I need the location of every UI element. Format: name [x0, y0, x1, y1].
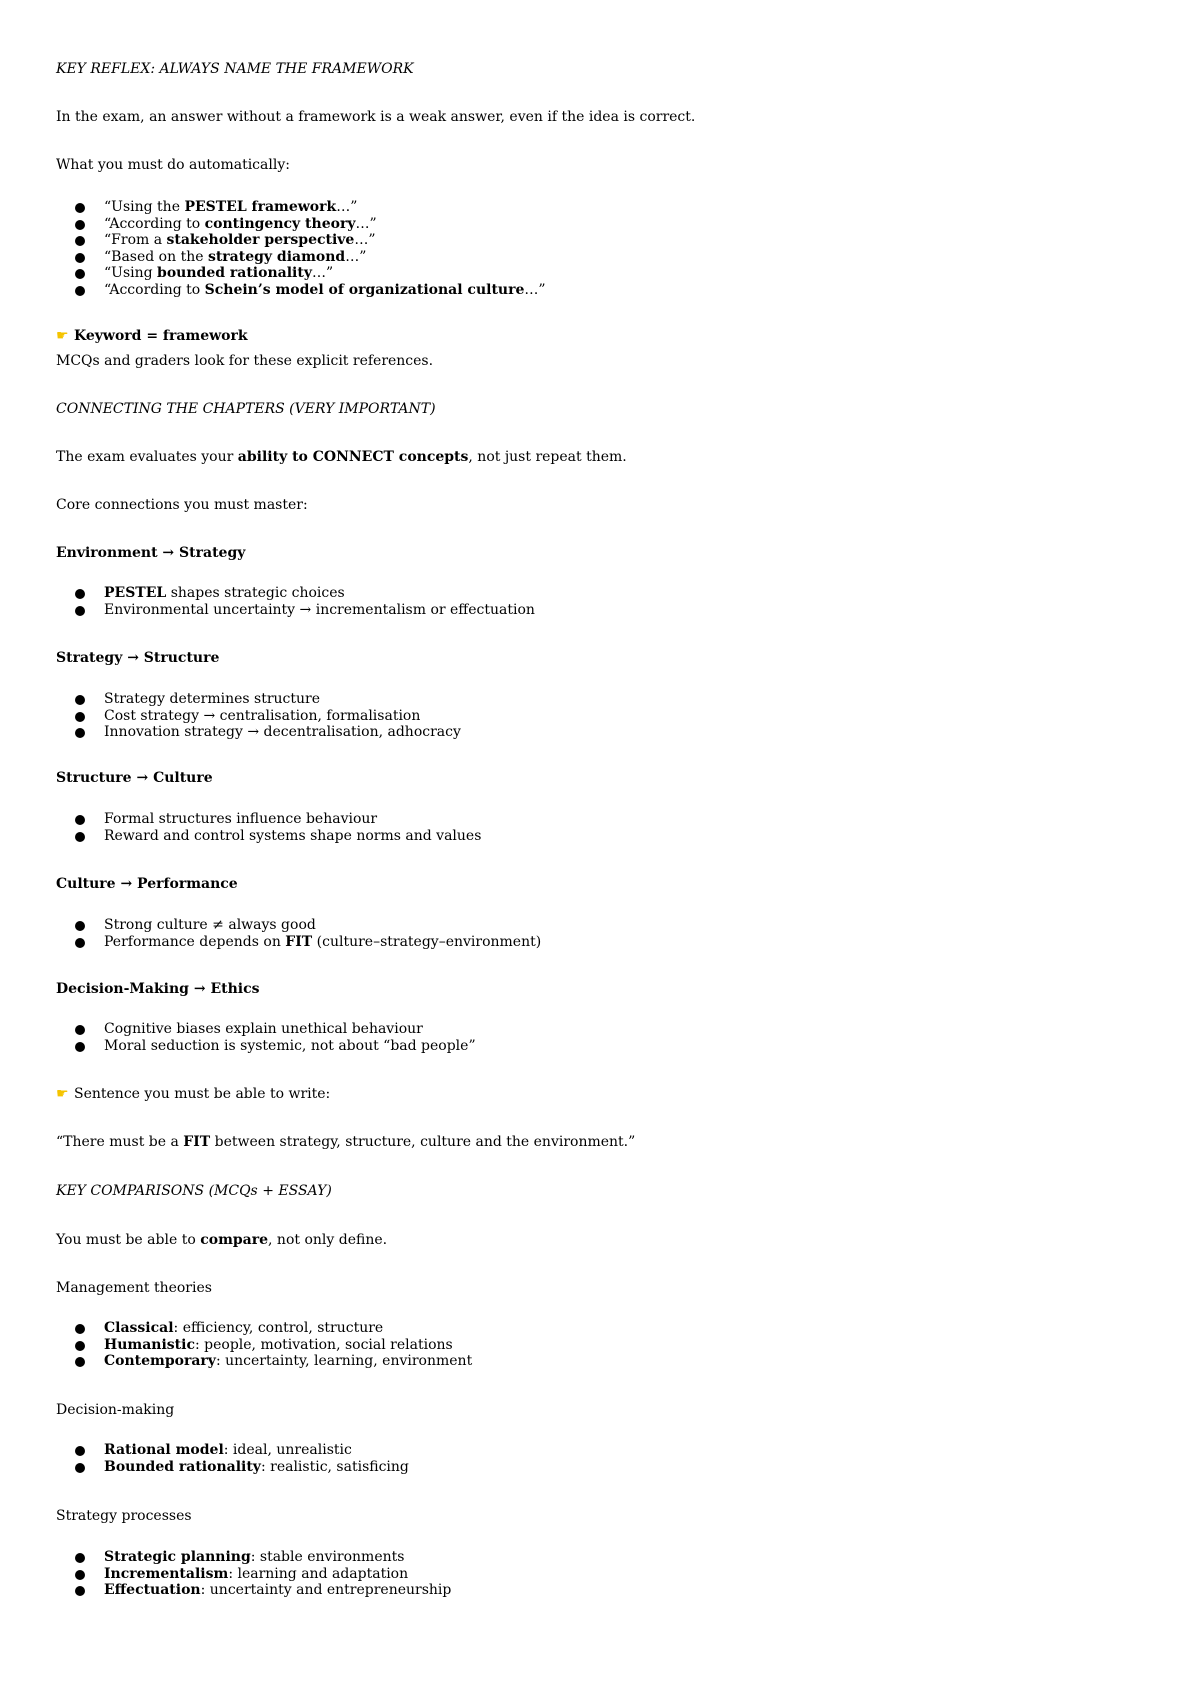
list-item-text: Moral seduction is systemic, not about “bad people” — [104, 1037, 476, 1054]
list-item-text: Formal structures influence behaviour — [104, 811, 378, 827]
compare-title-strategy-processes: Strategy processes — [56, 1508, 192, 1524]
list-item — [56, 1549, 451, 1566]
bullet-icon — [75, 1042, 85, 1052]
bullet-icon — [75, 728, 85, 738]
list-item — [56, 1442, 409, 1459]
list-item-text: Contemporary: uncertainty, learning, environment — [104, 1353, 473, 1369]
list-item — [56, 708, 461, 725]
group-title-structure-culture: Structure → Culture — [56, 770, 213, 786]
list-item — [56, 828, 481, 845]
group-title-culture-performance: Culture → Performance — [56, 876, 238, 892]
list-item — [56, 1337, 472, 1354]
list-item-text: Incrementalism: learning and adaptation — [104, 1565, 409, 1582]
group-list-structure-culture — [56, 811, 481, 844]
connect-intro: The exam evaluates your ability to CONNECT concepts, not just repeat them. — [56, 449, 627, 465]
keyword-note: MCQs and graders look for these explicit references. — [56, 353, 434, 369]
pointing-hand-icon: ☛ — [56, 1086, 69, 1102]
bullet-icon — [75, 1463, 85, 1473]
list-item — [56, 691, 461, 708]
group-list-environment-strategy — [56, 585, 535, 618]
list-item — [56, 1038, 476, 1055]
list-item — [56, 602, 535, 619]
list-item-text: Rational model: ideal, unrealistic — [104, 1442, 352, 1458]
list-item-text: PESTEL shapes strategic choices — [104, 585, 345, 601]
list-item — [56, 199, 546, 216]
bullet-icon — [75, 286, 85, 296]
list-item-text: “From a stakeholder perspective…” — [104, 232, 376, 248]
list-item-text: Environmental uncertainty → incrementalism or effectuation — [104, 601, 535, 618]
list-item — [56, 917, 541, 934]
list-item-text: Performance depends on FIT (culture–strategy–environment) — [104, 933, 542, 950]
group-title-decision-ethics: Decision-Making → Ethics — [56, 981, 260, 997]
bullet-icon — [75, 921, 85, 931]
list-item-text: “Based on the strategy diamond…” — [104, 248, 367, 265]
pointing-hand-icon: ☛ — [56, 328, 69, 344]
list-item-text: Humanistic: people, motivation, social relations — [104, 1336, 453, 1353]
list-item-text: Bounded rationality: realistic, satisficing — [104, 1458, 409, 1475]
bullet-icon — [75, 220, 85, 230]
list-item-text: Cognitive biases explain unethical behaviour — [104, 1021, 423, 1037]
connect-prompt: Core connections you must master: — [56, 497, 308, 513]
group-title-strategy-structure: Strategy → Structure — [56, 650, 220, 666]
bullet-icon — [75, 1446, 85, 1456]
list-item — [56, 724, 461, 741]
list-item-text: Strategic planning: stable environments — [104, 1549, 405, 1565]
section-heading-connecting: CONNECTING THE CHAPTERS (VERY IMPORTANT) — [56, 401, 436, 417]
bullet-icon — [75, 938, 85, 948]
sentence-prompt: ☛ Sentence you must be able to write: — [56, 1086, 331, 1102]
bullet-icon — [75, 1553, 85, 1563]
list-item-text: Innovation strategy → decentralisation, adhocracy — [104, 724, 461, 740]
section-heading-key-reflex: KEY REFLEX: ALWAYS NAME THE FRAMEWORK — [56, 61, 414, 77]
compare-title-decision-making: Decision-making — [56, 1402, 175, 1418]
reflex-prompt: What you must do automatically: — [56, 157, 290, 173]
bullet-icon — [75, 1341, 85, 1351]
bullet-icon — [75, 203, 85, 213]
list-item — [56, 1459, 409, 1476]
bullet-icon — [75, 236, 85, 246]
fit-sentence: “There must be a FIT between strategy, structure, culture and the environment.” — [56, 1134, 636, 1150]
bullet-icon — [75, 832, 85, 842]
compare-list-management-theories — [56, 1320, 472, 1370]
compare-list-decision-making — [56, 1442, 409, 1475]
keyword-line: ☛ Keyword = framework — [56, 328, 248, 344]
section-heading-key-comparisons: KEY COMPARISONS (MCQs + ESSAY) — [56, 1183, 332, 1199]
reflex-bullet-list — [56, 199, 546, 298]
bullet-icon — [75, 815, 85, 825]
compare-intro: You must be able to compare, not only define. — [56, 1232, 388, 1248]
list-item-text: Classical: efficiency, control, structure — [104, 1320, 384, 1336]
bullet-icon — [75, 269, 85, 279]
list-item — [56, 265, 546, 282]
bullet-icon — [75, 1324, 85, 1334]
list-item — [56, 1582, 451, 1599]
group-title-environment-strategy: Environment → Strategy — [56, 545, 246, 561]
list-item — [56, 1320, 472, 1337]
list-item — [56, 249, 546, 266]
list-item — [56, 585, 535, 602]
bullet-icon — [75, 1025, 85, 1035]
list-item-text: Reward and control systems shape norms and values — [104, 827, 482, 844]
group-list-culture-performance — [56, 917, 541, 950]
list-item — [56, 811, 481, 828]
list-item — [56, 1566, 451, 1583]
list-item-text: Effectuation: uncertainty and entrepreneurship — [104, 1582, 452, 1598]
group-list-decision-ethics — [56, 1021, 476, 1054]
compare-list-strategy-processes — [56, 1549, 451, 1599]
reflex-intro: In the exam, an answer without a framework is a weak answer, even if the idea is correct. — [56, 109, 696, 125]
bullet-icon — [75, 253, 85, 263]
bullet-icon — [75, 712, 85, 722]
bullet-icon — [75, 1357, 85, 1367]
compare-title-management-theories: Management theories — [56, 1280, 212, 1296]
bullet-icon — [75, 1586, 85, 1596]
list-item — [56, 282, 546, 299]
bullet-icon — [75, 1570, 85, 1580]
list-item-text: Cost strategy → centralisation, formalisation — [104, 707, 421, 724]
list-item — [56, 232, 546, 249]
list-item-text: “Using bounded rationality…” — [104, 265, 334, 281]
group-list-strategy-structure — [56, 691, 461, 741]
bullet-icon — [75, 695, 85, 705]
list-item — [56, 1021, 476, 1038]
bullet-icon — [75, 606, 85, 616]
list-item — [56, 216, 546, 233]
list-item — [56, 1353, 472, 1370]
list-item-text: Strong culture ≠ always good — [104, 917, 316, 933]
list-item — [56, 934, 541, 951]
bullet-icon — [75, 589, 85, 599]
list-item-text: Strategy determines structure — [104, 691, 321, 707]
list-item-text: “According to contingency theory…” — [104, 215, 377, 232]
list-item-text: “According to Schein’s model of organizational culture…” — [104, 281, 546, 298]
list-item-text: “Using the PESTEL framework…” — [104, 199, 358, 215]
